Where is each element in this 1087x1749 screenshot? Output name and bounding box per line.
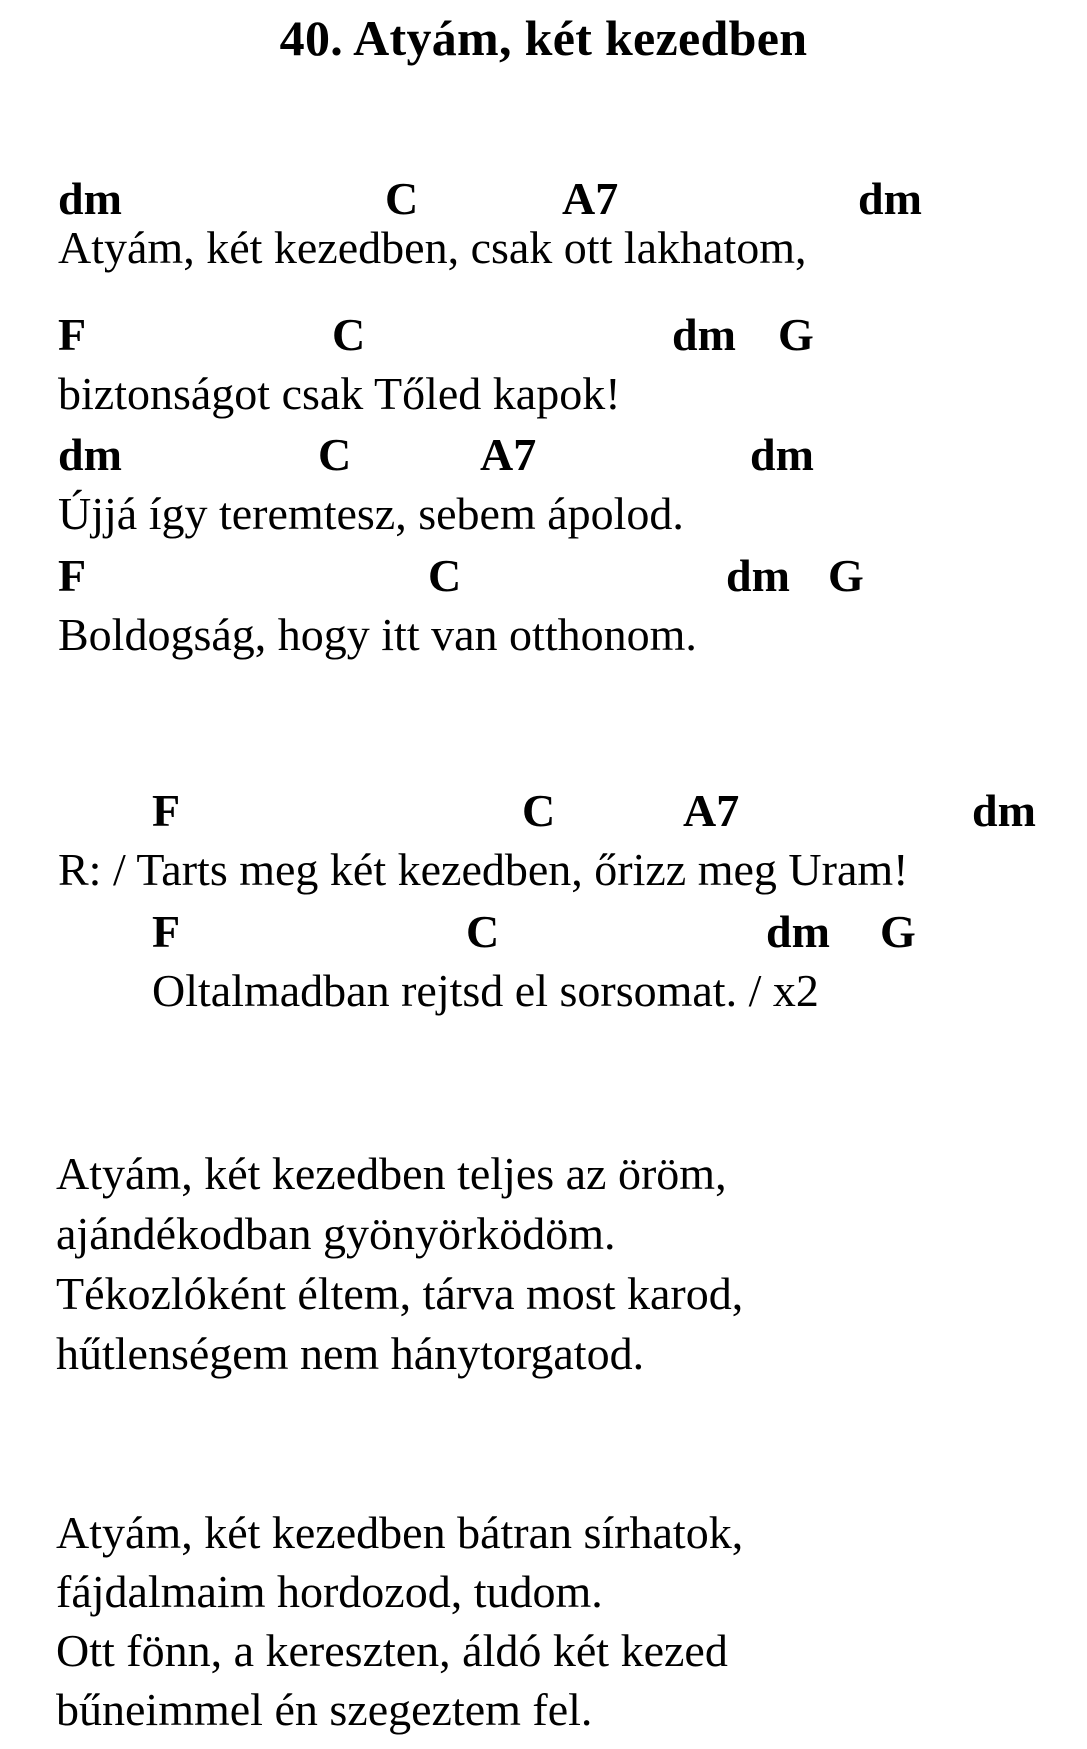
chord: C (318, 429, 352, 480)
chord: dm (858, 173, 922, 224)
chord: dm (972, 785, 1036, 836)
chord: F (58, 309, 87, 360)
chord: A7 (480, 429, 537, 480)
chord: A7 (683, 785, 740, 836)
chord: F (58, 550, 87, 601)
chord: F (152, 906, 181, 957)
lyric-line: Atyám, két kezedben bátran sírhatok, (56, 1507, 744, 1558)
chord: dm (672, 309, 736, 360)
chord: C (332, 309, 366, 360)
chord: G (880, 906, 916, 957)
chord: C (522, 785, 556, 836)
lyric-line: Atyám, két kezedben, csak ott lakhatom, (58, 222, 807, 273)
lyric-line: biztonságot csak Tőled kapok! (58, 368, 621, 419)
chord: G (778, 309, 814, 360)
chord: A7 (562, 173, 619, 224)
lyric-line: Boldogság, hogy itt van otthonom. (58, 609, 697, 660)
lyric-line: Atyám, két kezedben teljes az öröm, (56, 1148, 727, 1199)
song-title: 40. Atyám, két kezedben (279, 10, 808, 66)
lyric-line: ajándékodban gyönyörködöm. (56, 1208, 616, 1259)
chord: dm (58, 173, 122, 224)
chord: C (428, 550, 462, 601)
refrain-line: R: / Tarts meg két kezedben, őrizz meg Uram! (58, 844, 909, 895)
lyric-line: Tékozlóként éltem, tárva most karod, (56, 1268, 744, 1319)
chord: C (385, 173, 419, 224)
lyric-line: fájdalmaim hordozod, tudom. (56, 1566, 603, 1617)
chord: dm (58, 429, 122, 480)
chord: dm (726, 550, 790, 601)
refrain-line: Oltalmadban rejtsd el sorsomat. / x2 (152, 965, 819, 1016)
chord: dm (766, 906, 830, 957)
lyric-line: bűneimmel én szegeztem fel. (56, 1684, 593, 1735)
lyric-line: hűtlenségem nem hánytorgatod. (56, 1328, 645, 1379)
chord: dm (750, 429, 814, 480)
chord: C (466, 906, 500, 957)
lyric-line: Újjá így teremtesz, sebem ápolod. (58, 488, 684, 539)
lyric-line: Ott fönn, a kereszten, áldó két kezed (56, 1625, 728, 1676)
chord: F (152, 785, 181, 836)
chord: G (828, 550, 864, 601)
